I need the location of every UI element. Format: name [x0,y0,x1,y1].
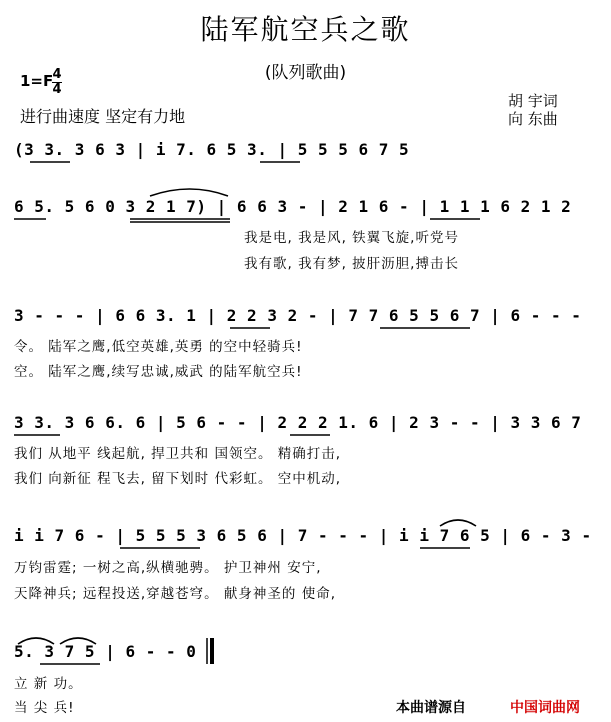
score-row-2-lyric-1: 我是电, 我是风, 铁翼飞旋,听党号 [244,230,459,246]
score-row-6-lyric-1: 立 新 功。 [14,676,83,692]
time-signature-top: 4 [52,67,62,82]
tempo-marking: 进行曲速度 坚定有力地 [20,107,186,126]
score-row-5-notes: i i 7 6 - | 5 5 5 3 6 5 6 | 7 - - - | i i 7 6 5 | 6 - 3 - [14,526,592,545]
tie-mark [440,520,476,526]
score-row-1-notes: (3 3. 3 6 3 | i 7. 6 5 3. | 5 5 5 6 7 5 [14,140,410,159]
song-subtitle: (队列歌曲) [264,63,347,83]
footer-site-link[interactable]: 中国词曲网 [510,700,580,716]
key-signature: 1=F [20,72,54,90]
score-row-2-lyric-2: 我有歌, 我有梦, 披肝沥胆,搏击长 [244,256,459,272]
tie-mark [18,638,54,644]
score-row-3-notes: 3 - - - | 6 6 3. 1 | 2 2 3 2 - | 7 7 6 5 5 6 7 | 6 - - - [14,306,582,325]
score-row-2-notes: 6 5. 5 6 0 3 2 1 7) | 6 6 3 - | 2 1 6 - | 1 1 1 6 2 1 2 [14,197,572,216]
score-row-6-notes: 5. 3 7 5 | 6 - - 0 [14,642,197,661]
score-row-4-lyric-1: 我们 从地平 线起航, 捍卫共和 国领空。 精确打击, [14,446,342,462]
score-row-5-lyric-1: 万钧雷霆; 一树之高,纵横驰骋。 护卫神州 安宁, [14,560,322,576]
score-row-4-notes: 3 3. 3 6 6. 6 | 5 6 - - | 2 2 2 1. 6 | 2 3 - - | 3 3 6 7 [14,413,582,432]
footer-source-text: 本曲谱源自 [396,700,466,716]
composer-credit: 向 东曲 [508,110,558,128]
score-row-3-lyric-2: 空。 陆军之鹰,续写忠诚,威武 的陆军航空兵! [14,364,303,380]
song-title: 陆军航空兵之歌 [200,13,411,46]
score-row-3-lyric-1: 令。 陆军之鹰,低空英雄,英勇 的空中轻骑兵! [14,339,303,355]
score-row-4-lyric-2: 我们 向新征 程飞去, 留下划时 代彩虹。 空中机动, [14,471,342,487]
tie-mark [150,189,228,196]
score-row-5-lyric-2: 天降神兵; 远程投送,穿越苍穹。 献身神圣的 使命, [14,586,337,602]
score-row-6-lyric-2: 当 尖 兵! [14,700,75,716]
time-signature-bottom: 4 [52,82,62,97]
lyricist-credit: 胡 宇词 [508,92,558,110]
tie-mark [60,638,96,644]
